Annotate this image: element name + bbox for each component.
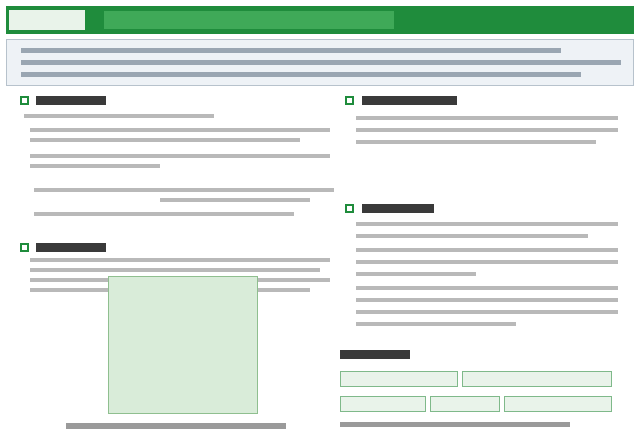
data-item-block — [340, 371, 458, 387]
header-tag-block — [8, 9, 86, 31]
data-item-block — [340, 396, 426, 412]
data-item-block — [462, 371, 612, 387]
intro-box — [6, 39, 634, 86]
map-caption-block — [66, 423, 286, 429]
data-item-block — [504, 396, 612, 412]
forest-map-image — [108, 276, 258, 414]
data-item-block — [430, 396, 500, 412]
data-footnote-block — [340, 422, 570, 427]
header-title-block — [104, 11, 394, 29]
data-heading-block — [340, 350, 410, 359]
